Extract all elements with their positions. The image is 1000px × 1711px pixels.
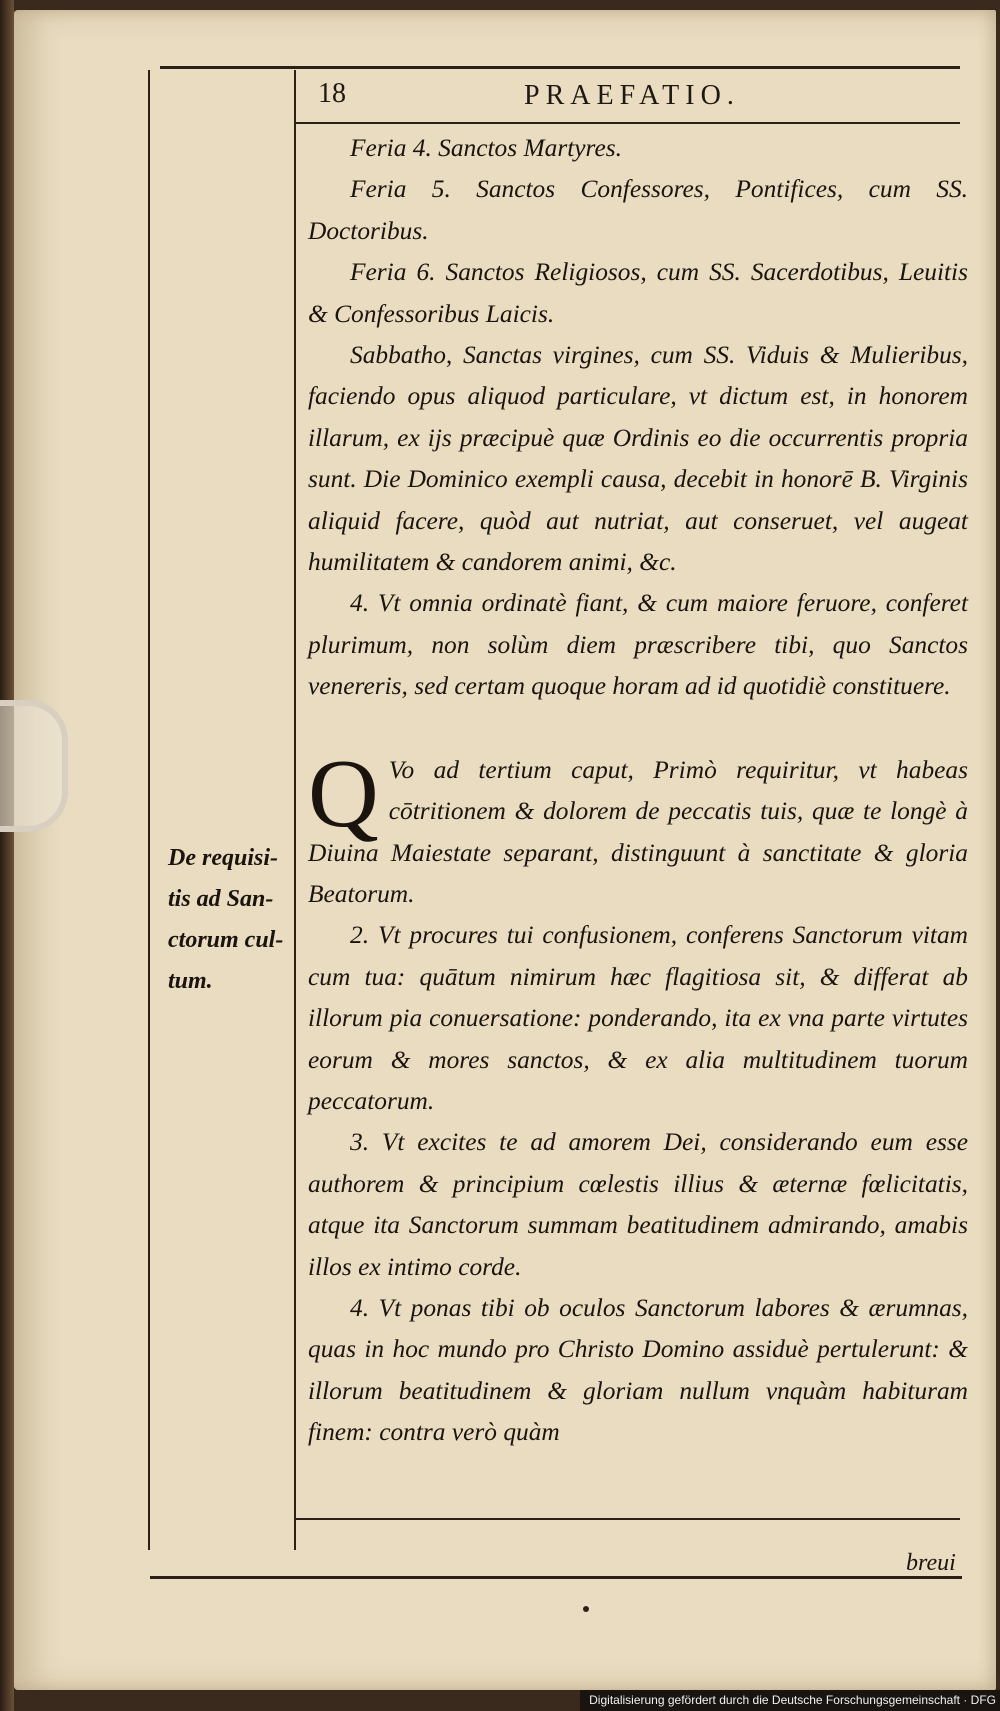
margin-note-line: tis ad San- <box>168 886 274 912</box>
paragraph: 3. Vt excites te ad amorem Dei, considerando eum esse authorem & principium cœlestis illius & æternæ fœlicitatis, atque ita Sanctorum summam beatitudinem admirando, amabis illos ex intimo corde. <box>308 1128 968 1281</box>
drop-capital: Q <box>308 739 379 848</box>
book-edge <box>0 0 14 1711</box>
margin-note <box>168 838 308 1002</box>
page-number: 18 <box>318 78 346 109</box>
bottom-rule <box>150 1576 962 1579</box>
paragraph: 4. Vt omnia ordinatè fiant, & cum maiore feruore, conferet plurimum, non solùm diem præscribere tibi, quo Sanctos venereris, sed certam quoque horam ad id quotidiè constituere. <box>308 589 968 701</box>
inner-column-rule <box>294 70 296 1550</box>
outer-left-rule <box>148 70 150 1550</box>
running-head: PRAEFATIO. <box>524 80 740 111</box>
section-gap <box>308 708 968 750</box>
body-text <box>308 128 968 1454</box>
book-clasp <box>0 700 68 832</box>
margin-note-line: De requisi- <box>168 845 278 871</box>
paragraph: 4. Vt ponas tibi ob oculos Sanctorum labores & ærumnas, quas in hoc mundo pro Christo Domino assiduè pertulerunt: & illorum beatitudinem & gloriam nullum vnquàm habituram finem: contra verò quàm <box>308 1293 968 1447</box>
section-opening <box>308 739 968 916</box>
digitization-credit: Digitalisierung gefördert durch die Deutsche Forschungsgemeinschaft · DFG <box>580 1690 1000 1711</box>
ink-dot <box>583 1606 589 1612</box>
top-rule <box>160 66 960 69</box>
paragraph: Feria 4. Sanctos Martyres. <box>350 134 622 162</box>
margin-note-line: ctorum cul- <box>168 927 284 953</box>
page-header <box>310 78 950 118</box>
paragraph: Feria 6. Sanctos Religiosos, cum SS. Sacerdotibus, Leuitis & Confessoribus Laicis. <box>308 258 968 328</box>
paragraph: 2. Vt procures tui confusionem, conferens Sanctorum vitam cum tua: quātum nimirum hæc flagitiosa sit, & differat ab illorum pia conuersatione: ponderando, ita ex vna parte virtutes eorum & mores sanctos, & ex alia multitudinem tuorum peccatorum. <box>308 921 968 1115</box>
paragraph: Vo ad tertium caput, Primò requiritur, vt habeas cōtritionem & dolorem de peccatis tuis, quæ te longè à Diuina Maiestate separant, distinguunt à sanctitate & gloria Beatorum. <box>308 755 968 908</box>
margin-note-line: tum. <box>168 968 213 994</box>
catchword: breui <box>906 1550 956 1576</box>
paragraph: Sabbatho, Sanctas virgines, cum SS. Viduis & Mulieribus, faciendo opus aliquod particulare, vt dictum est, in honorem illarum, ex ijs præcipuè quæ Ordinis eo die occurrentis propria sunt. Die Dominico exempli causa, decebit in honorē B. Virginis aliquid facere, quòd aut nutriat, aut conseruet, vel augeat humilitatem & candorem animi, &c. <box>308 341 968 577</box>
header-rule <box>296 122 960 124</box>
paragraph: Feria 5. Sanctos Confessores, Pontifices, cum SS. Doctoribus. <box>308 175 968 245</box>
bottom-text-rule <box>296 1518 960 1520</box>
